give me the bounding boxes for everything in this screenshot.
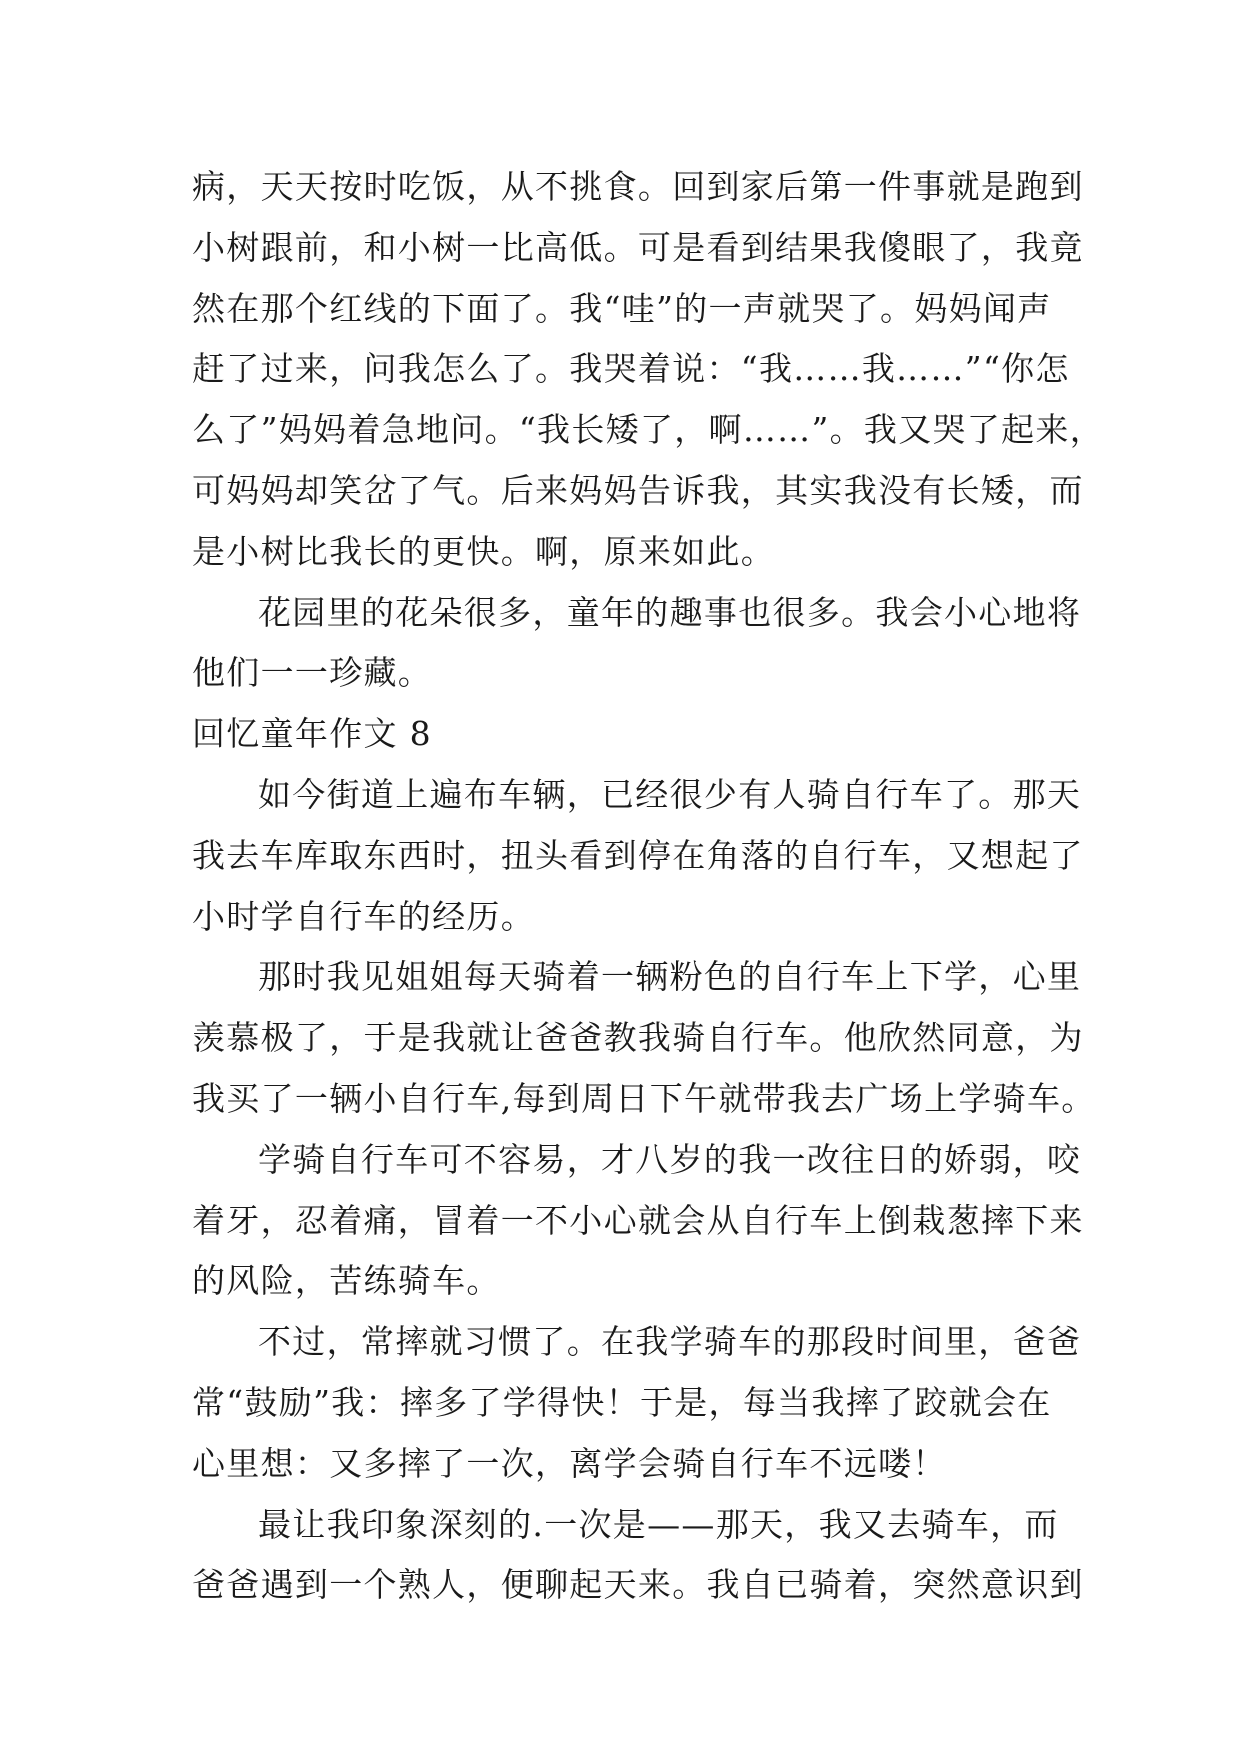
paragraph-first-line: 那时我见姐姐每天骑着一辆粉色的自行车上下学，心里 (258, 957, 1082, 997)
text-line: 我买了一辆小自行车,每到周日下午就带我去广场上学骑车。 (192, 1078, 1096, 1118)
text-line: 赶了过来，问我怎么了。我哭着说：“我……我……”“你怎 (192, 349, 1070, 389)
text-line: 小树跟前，和小树一比高低。可是看到结果我傻眼了，我竟 (192, 227, 1084, 267)
text-line: 病，天天按时吃饭，从不挑食。回到家后第一件事就是跑到 (192, 167, 1084, 206)
text-line: 着牙，忍着痛，冒着一不小心就会从自行车上倒栽葱摔下来 (192, 1200, 1084, 1240)
text-line: 他们一一珍藏。 (192, 653, 433, 693)
paragraph-first-line: 不过，常摔就习惯了。在我学骑车的那段时间里，爸爸 (258, 1322, 1082, 1362)
paragraph-first-line: 学骑自行车可不容易，才八岁的我一改往日的娇弱，咬 (258, 1139, 1082, 1179)
text-line: 常“鼓励”我：摔多了学得快！于是，每当我摔了跤就会在 (192, 1382, 1052, 1422)
section-heading: 回忆童年作文 8 (192, 714, 432, 754)
text-line: 羡慕极了，于是我就让爸爸教我骑自行车。他欣然同意，为 (192, 1018, 1084, 1058)
body-text (192, 157, 1105, 1616)
text-line: 小时学自行车的经历。 (192, 896, 535, 936)
text-line: 爸爸遇到一个熟人，便聊起天来。我自已骑着，突然意识到 (192, 1565, 1084, 1605)
text-line: 是小树比我长的更快。啊，原来如此。 (192, 531, 776, 571)
text-line: 的风险，苦练骑车。 (192, 1261, 501, 1301)
paragraph-first-line: 如今街道上遍布车辆，已经很少有人骑自行车了。那天 (258, 774, 1082, 814)
paragraph-first-line: 花园里的花朵很多，童年的趣事也很多。我会小心地将 (258, 592, 1082, 632)
paragraph-first-line: 最让我印象深刻的.一次是——那天，我又去骑车，而 (258, 1504, 1059, 1544)
text-line: 可妈妈却笑岔了气。后来妈妈告诉我，其实我没有长矮，而 (192, 470, 1084, 510)
text-line: 么了”妈妈着急地问。“我长矮了，啊……”。我又哭了起来， (192, 410, 1105, 450)
text-line: 心里想：又多摔了一次，离学会骑自行车不远喽！ (192, 1443, 947, 1483)
text-line: 然在那个红线的下面了。我“哇”的一声就哭了。妈妈闻声 (192, 288, 1052, 328)
text-line: 我去车库取东西时，扭头看到停在角落的自行车，又想起了 (192, 835, 1084, 875)
